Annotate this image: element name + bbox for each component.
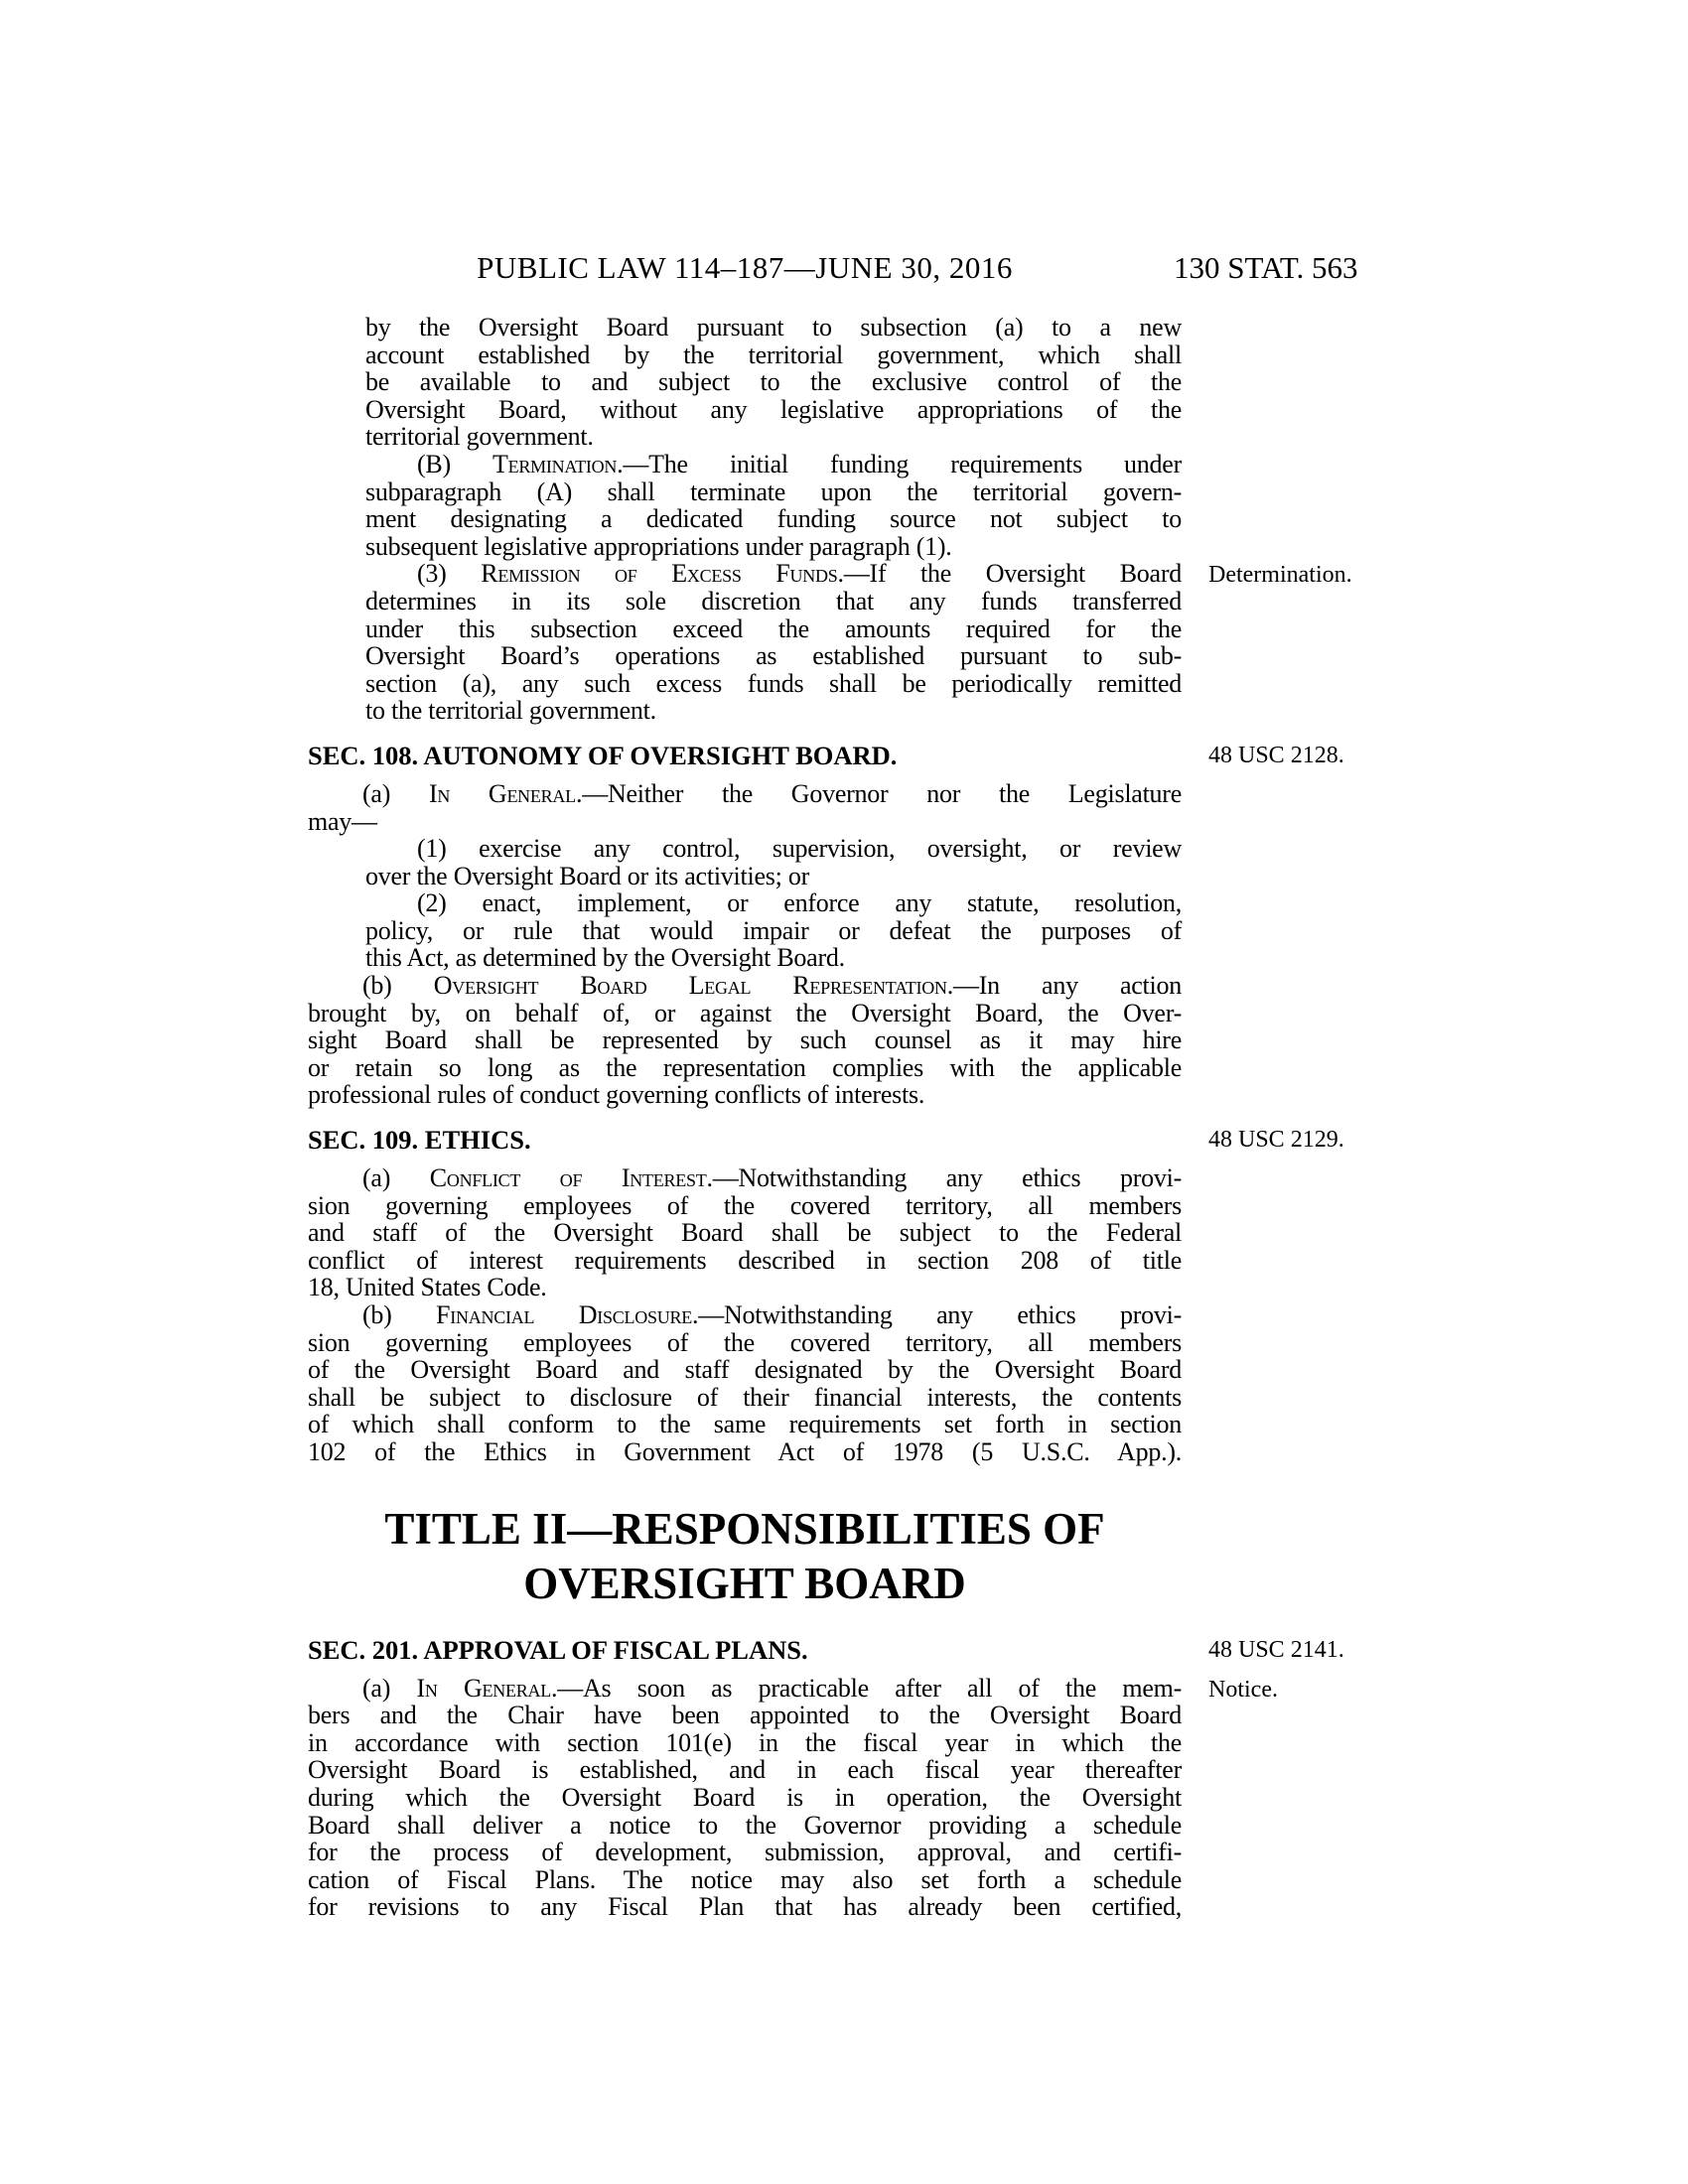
text-line: Oversight Board, without any legislative appropriations of the	[365, 394, 1182, 424]
text-line: Board shall deliver a notice to the Governor providing a schedule	[308, 1810, 1182, 1840]
title-line: TITLE II—RESPONSIBILITIES OF	[384, 1503, 1105, 1554]
text-line: sion governing employees of the covered territory, all members	[308, 1190, 1182, 1220]
small-caps-text: In General	[428, 778, 576, 808]
paragraph	[308, 1675, 1182, 1921]
text-line: for the process of development, submission, approval, and certifi-	[308, 1838, 1182, 1867]
text-line: to the territorial government.	[365, 696, 656, 726]
text-line: this Act, as determined by the Oversight Board.	[365, 943, 845, 973]
text-line: in accordance with section 101(e) in the fiscal year in which the	[308, 1727, 1182, 1757]
text-line: section (a), any such excess funds shall be periodically remitted	[365, 668, 1182, 698]
section-heading: SEC. 201. APPROVAL OF FISCAL PLANS.	[308, 1634, 808, 1665]
paragraph	[308, 972, 1182, 1109]
text-line: shall be subject to disclosure of their financial interests, the contents	[308, 1382, 1182, 1412]
small-caps-text: Conflict of Interest	[429, 1163, 707, 1193]
text-line: subparagraph (A) shall terminate upon the territorial govern-	[365, 477, 1182, 506]
paragraph	[308, 1164, 1182, 1301]
text-line: sight Board shall be represented by such counsel as it may hire	[308, 1025, 1182, 1055]
text-line: for revisions to any Fiscal Plan that has already been certified,	[308, 1892, 1182, 1922]
text-line: (2) enact, implement, or enforce any statute, resolution,	[417, 888, 1182, 918]
margin-note: Determination.	[1208, 562, 1352, 588]
paragraph	[308, 451, 1182, 560]
text-line: of the Oversight Board and staff designated by the Oversight Board	[308, 1355, 1182, 1385]
text-line: sion governing employees of the covered territory, all members	[308, 1327, 1182, 1357]
text-line: policy, or rule that would impair or defeat the purposes of	[365, 915, 1182, 945]
text-line: (B) Termination.—The initial funding requirements under	[417, 449, 1182, 478]
text-line: (a) Conflict of Interest.—Notwithstanding any ethics provi-	[362, 1163, 1182, 1193]
text-line: by the Oversight Board pursuant to subsection (a) to a new	[365, 313, 1182, 341]
margin-note: 48 USC 2129.	[1208, 1127, 1344, 1153]
paragraph	[308, 889, 1182, 972]
text-line: be available to and subject to the exclusive control of the	[365, 367, 1182, 397]
text-line: subsequent legislative appropriations under paragraph (1).	[365, 531, 952, 561]
small-caps-text: Oversight Board Legal Representation	[433, 971, 947, 1001]
title-heading	[308, 1502, 1182, 1611]
text-line: brought by, on behalf of, or against the Oversight Board, the Over-	[308, 998, 1182, 1027]
text-line: Oversight Board is established, and in each fiscal year thereafter	[308, 1755, 1182, 1785]
text-line: conflict of interest requirements described in section 208 of title	[308, 1245, 1182, 1275]
small-caps-text: Remission of Excess Funds	[481, 559, 838, 589]
text-line: (a) In General.—Neither the Governor nor the Legislature	[362, 778, 1183, 808]
margin-note: 48 USC 2128.	[1208, 743, 1344, 768]
text-column	[308, 314, 1182, 1921]
text-line: may—	[308, 806, 377, 836]
running-header-title: PUBLIC LAW 114–187—JUNE 30, 2016	[477, 250, 1013, 285]
text-line: territorial government.	[365, 422, 594, 452]
text-line: during which the Oversight Board is in operation, the Oversight	[308, 1782, 1182, 1812]
text-line: and staff of the Oversight Board shall be subject to the Federal	[308, 1218, 1182, 1248]
text-line: (b) Oversight Board Legal Representation.—In any action	[362, 971, 1182, 1001]
text-line: or retain so long as the representation complies with the applicable	[308, 1052, 1182, 1082]
text-line: cation of Fiscal Plans. The notice may also set forth a schedule	[308, 1864, 1182, 1894]
paragraph	[308, 314, 1182, 451]
paragraph	[308, 560, 1182, 725]
paragraph	[308, 835, 1182, 889]
title-line: OVERSIGHT BOARD	[523, 1558, 966, 1608]
margin-note: 48 USC 2141.	[1208, 1637, 1344, 1663]
small-caps-text: Termination	[492, 449, 618, 478]
statute-page-number: 130 STAT. 563	[1174, 250, 1358, 285]
text-line: (3) Remission of Excess Funds.—If the Oversight Board	[417, 559, 1182, 589]
text-line: determines in its sole discretion that any funds transferred	[365, 586, 1182, 615]
paragraph	[308, 780, 1182, 835]
text-line: 18, United States Code.	[308, 1273, 547, 1302]
text-line: (a) In General.—As soon as practicable after all of the mem-	[362, 1673, 1183, 1703]
text-line: professional rules of conduct governing conflicts of interests.	[308, 1080, 925, 1110]
text-line: (b) Financial Disclosure.—Notwithstanding any ethics provi-	[362, 1300, 1182, 1329]
margin-note: Notice.	[1208, 1677, 1278, 1703]
text-line: under this subsection exceed the amounts required for the	[365, 614, 1182, 643]
text-line: over the Oversight Board or its activities; or	[365, 861, 810, 890]
small-caps-text: Financial Disclosure	[436, 1300, 693, 1329]
text-line: account established by the territorial government, which shall	[365, 340, 1182, 369]
text-line: 102 of the Ethics in Government Act of 1978 (5 U.S.C. App.).	[308, 1436, 1182, 1466]
small-caps-text: In General	[416, 1673, 551, 1703]
section-heading: SEC. 108. AUTONOMY OF OVERSIGHT BOARD.	[308, 740, 898, 770]
paragraph	[308, 1301, 1182, 1466]
text-line: Oversight Board’s operations as established pursuant to sub-	[365, 641, 1182, 671]
text-line: bers and the Chair have been appointed to the Oversight Board	[308, 1701, 1182, 1730]
text-line: of which shall conform to the same requirements set forth in section	[308, 1410, 1182, 1439]
text-line: (1) exercise any control, supervision, oversight, or review	[417, 834, 1182, 864]
section-heading: SEC. 109. ETHICS.	[308, 1125, 531, 1156]
text-line: ment designating a dedicated funding source not subject to	[365, 504, 1182, 534]
